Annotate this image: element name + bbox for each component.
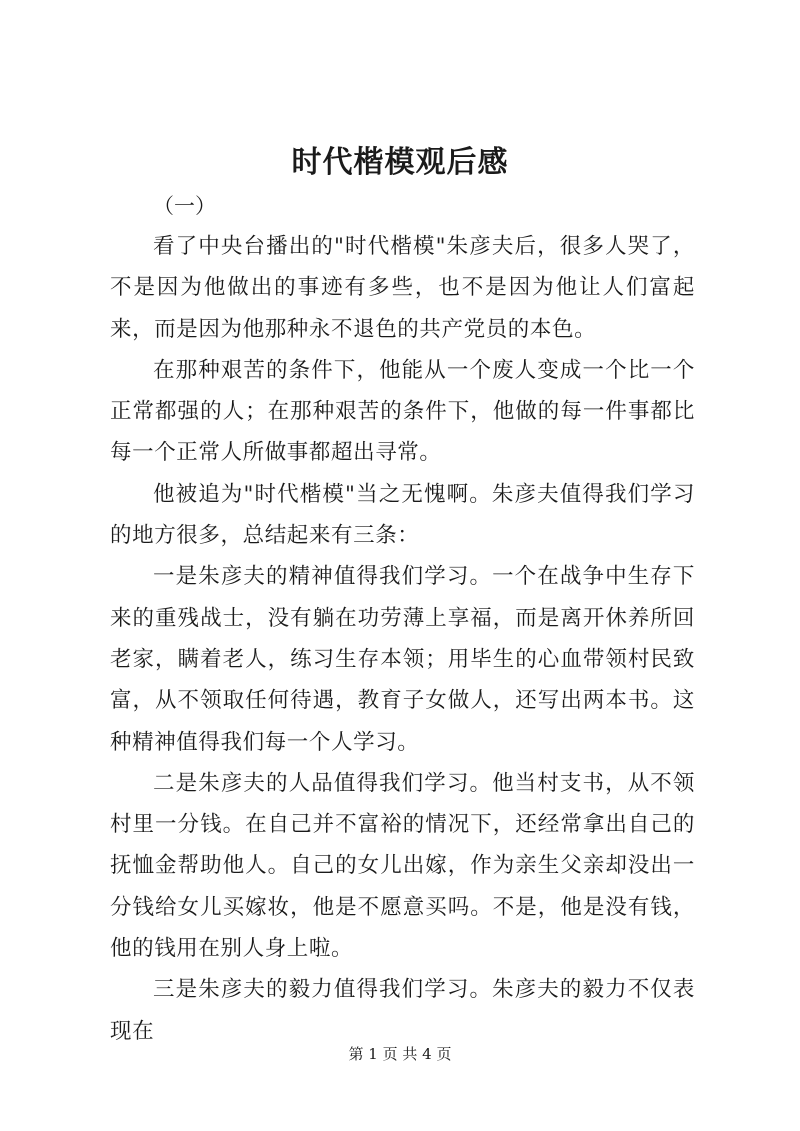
section-heading: （一）	[153, 194, 216, 218]
paragraph: 二是朱彦夫的人品值得我们学习。他当村支书，从不领村里一分钱。在自己并不富裕的情况下，还经常拿出自己的抚恤金帮助他人。自己的女儿出嫁，作为亲生父亲却没出一分钱给女儿买嫁妆，他是不愿意买吗。不是，他是没有钱，他的钱用在别人身上啦。	[110, 770, 695, 962]
paragraph: 在那种艰苦的条件下，他能从一个废人变成一个比一个正常都强的人；在那种艰苦的条件下，他做的每一件事都比每一个正常人所做事都超出寻常。	[110, 357, 695, 466]
paragraph: 看了中央台播出的"时代楷模"朱彦夫后，很多人哭了，不是因为他做出的事迹有多些，也不是因为他让人们富起来，而是因为他那种永不退色的共产党员的本色。	[110, 234, 695, 342]
paragraph: 他被追为"时代楷模"当之无愧啊。朱彦夫值得我们学习的地方很多，总结起来有三条：	[110, 481, 695, 549]
paragraph: 三是朱彦夫的毅力值得我们学习。朱彦夫的毅力不仅表现在	[110, 977, 695, 1044]
document-title: 时代楷模观后感	[291, 145, 509, 180]
paragraph: 一是朱彦夫的精神值得我们学习。一个在战争中生存下来的重残战士，没有躺在功劳薄上享福，而是离开休养所回老家，瞒着老人，练习生存本领；用毕生的心血带领村民致富，从不领取任何待遇，教育子女做人，还写出两本书。这种精神值得我们每一个人学习。	[110, 564, 695, 755]
page-number-footer: 第 1 页 共 4 页	[348, 1045, 452, 1063]
document-body	[110, 226, 695, 1052]
